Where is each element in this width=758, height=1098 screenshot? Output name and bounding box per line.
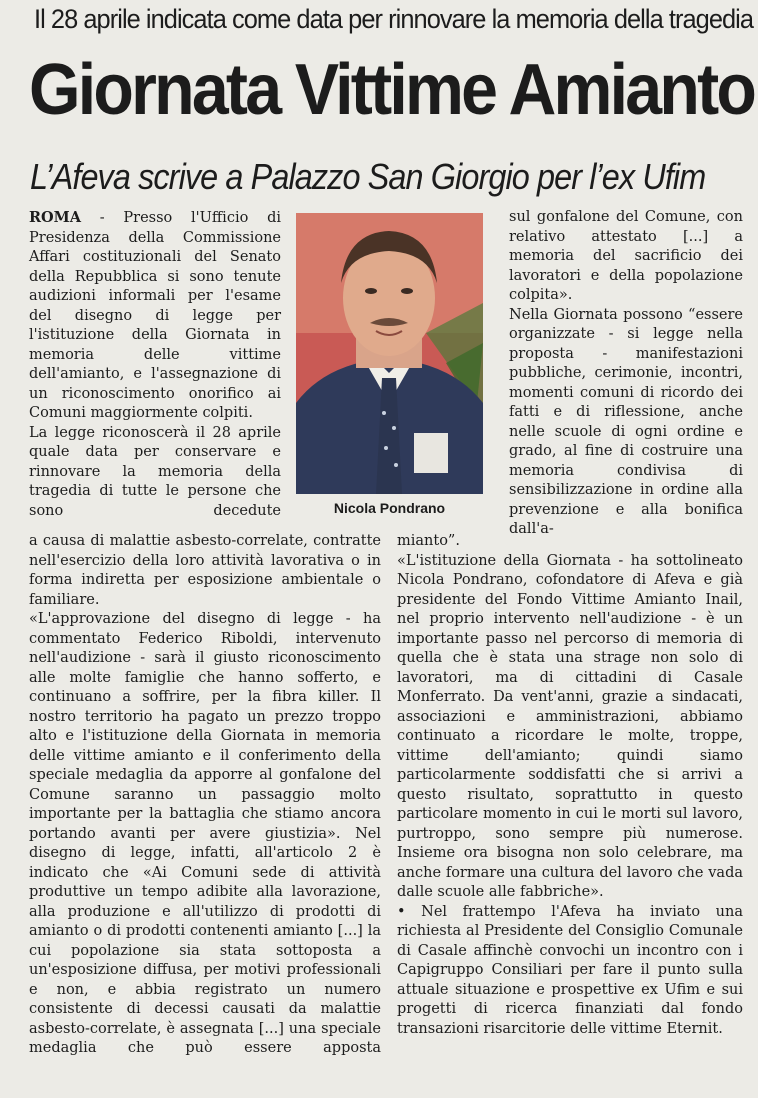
article-column-left-bottom	[29, 532, 381, 1059]
article-kicker: Il 28 aprile indicata come data per rinnovare la memoria della tragedia	[34, 4, 754, 34]
portrait-illustration	[296, 213, 483, 494]
article-paragraph: «L'approvazione del disegno di legge - ha commentato Federico Riboldi, intervenuto nell'audizione - sarà il giusto riconoscimento alle molte famiglie che hanno sofferto, e continuano a soffrire, per la fibra killer. Il nostro territorio ha pagato un prezzo troppo alto e l'istituzione della Giornata in memoria delle vittime amianto e il conferimento della speciale medaglia da apporre al gonfalone del Comune saranno un passaggio molto importante per la battaglia che stiamo ancora portando avanti per avere giustizia». Nel disegno di legge, infatti, all'articolo 2 è indicato che «Ai Comuni sede di attività produttive un tempo adibite alla lavorazione, alla produzione e all'utilizzo di prodotti di amianto o di prodotti contenenti amianto [...] la cui popolazione sia stata sottoposta a un'esposizione diffusa, per motivi professionali e non, e abbia registrato un numero consistente di decessi causati da malattie asbesto-correlate, è assegnata [...] una speciale medaglia che può essere apposta	[29, 611, 381, 1056]
article-column-right-top	[509, 208, 743, 540]
article-paragraph: sul gonfalone del Comune, con relativo attestato [...] a memoria del sacrificio dei lavoratori e della popolazione colpita».	[509, 209, 743, 303]
article-paragraph: La legge riconoscerà il 28 aprile quale data per conservare e rinnovare la memoria della tragedia di tutte le persone che sono decedute	[29, 424, 281, 519]
article-paragraph: «L'istituzione della Giornata - ha sottolineato Nicola Pondrano, cofondatore di Afeva e già presidente del Fondo Vittime Amianto Inail, nel proprio intervento nell'audizione - è un importante passo nel percorso di memoria di quella che è stata una strage non solo di lavoratori, ma di cittadini di Casale Monferrato. Da vent'anni, grazie a sindacati, associazioni e amministrazioni, abbiamo continuato a ricordare le molte, troppe, vittime dell'amianto; quindi siamo particolarmente soddisfatti che si arrivi a questo risultato, soprattutto in questo particolare momento in cui le morti sul lavoro, purtroppo, sono sempre più numerose. Insieme ora bisogna non solo celebrare, ma anche formare una cultura del lavoro che vada dalle scuole alle fabbriche».	[397, 552, 743, 900]
photo-caption: Nicola Pondrano	[333, 500, 446, 516]
article-paragraph	[29, 208, 281, 424]
article-dateline: ROMA	[29, 209, 81, 226]
portrait-photo	[296, 213, 483, 494]
article-paragraph: mianto”.	[397, 533, 460, 549]
article-headline: Giornata Vittime Amianto	[29, 50, 755, 130]
article-column-left-top	[29, 208, 281, 521]
article-text: - Presso l'Ufficio di Presidenza della Commissione Affari costituzionali del Senato della Repubblica si sono tenute audizioni informali per l'esame del disegno di legge per l'istituzione della Giornata in memoria delle vittime dell'amianto, e l'assegnazione di un riconoscimento onorifico ai Comuni maggiormente colpiti.	[29, 210, 281, 421]
article-paragraph: a causa di malattie asbesto-correlate, contratte nell'esercizio della loro attività lavorativa o in forma indiretta per esposizione ambientale o familiare.	[29, 533, 381, 608]
article-subheadline: L’Afeva scrive a Palazzo San Giorgio per l’ex Ufim	[30, 156, 706, 197]
article-paragraph: • Nel frattempo l'Afeva ha inviato una richiesta al Presidente del Consiglio Comunale di Casale affinchè convochi un incontro con i Capigruppo Consiliari per fare il punto sulla attuale situazione e prospettive ex Ufim e sui progetti di ricerca finanziati dal fondo transazioni risarcitorie delle vittime Eternit.	[397, 903, 743, 1037]
article-paragraph: Nella Giornata possono “essere organizzate - si legge nella proposta - manifestazioni pubbliche, cerimonie, incontri, momenti comuni di ricordo dei fatti e di riflessione, anche nelle scuole di ogni ordine e grado, al fine di costruire una memoria condivisa di sensibilizzazione in ordine alla prevenzione e alla bonifica dall'a-	[509, 306, 743, 537]
article-column-right-bottom	[397, 532, 743, 1039]
